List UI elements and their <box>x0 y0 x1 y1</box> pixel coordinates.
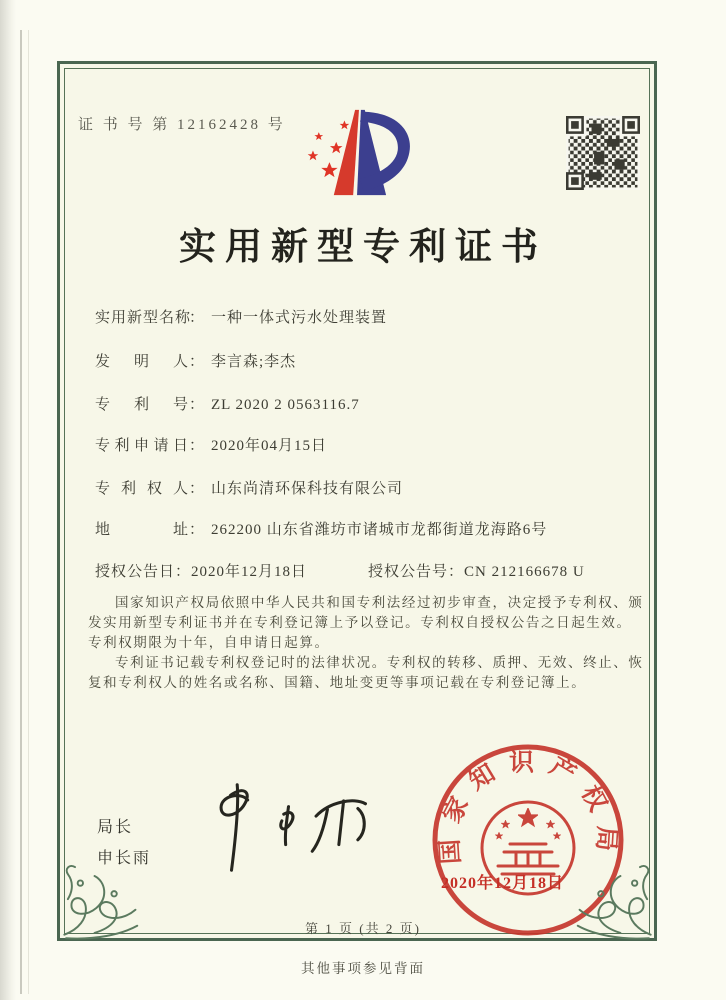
field-value: 山东尚清环保科技有限公司 <box>211 481 404 497</box>
field-value: ZL 2020 2 0563116.7 <box>211 397 360 413</box>
field-value: 一种一体式污水处理装置 <box>211 310 388 326</box>
director-name: 申长雨 <box>97 850 152 867</box>
director-signature <box>196 780 381 875</box>
certificate-title: 实用新型专利证书 <box>179 227 547 268</box>
field-value: 李言森;李杰 <box>211 354 297 370</box>
field-address <box>95 518 547 539</box>
legal-paragraph-1: 国家知识产权局依照中华人民共和国专利法经过初步审查，决定授予专利权、颁发实用新型专利证书并在专利登记簿上予以登记。专利权自授权公告之日起生效。专利权期限为十年，自申请日起算。 <box>88 595 644 650</box>
field-utility-model-name <box>95 306 387 327</box>
seal-date: 2020年12月18日 <box>441 875 565 892</box>
legal-text-block <box>88 593 644 693</box>
field-label: 发明人 <box>95 354 189 370</box>
logo-wedge-red <box>334 110 359 195</box>
field-label: 专利权人 <box>95 481 189 497</box>
field-value: 2020年04月15日 <box>211 438 328 454</box>
seal-text: 国家知识产权局 <box>436 749 620 865</box>
certificate-number: 证 书 号 第 12162428 号 <box>78 117 286 133</box>
field-application-date <box>95 434 327 455</box>
grant-date-label: 授权公告日 <box>95 564 176 580</box>
svg-text:国家知识产权局 <box>435 748 621 865</box>
grant-number-value: CN 212166678 U <box>464 564 585 580</box>
grant-date-colon: ： <box>175 564 192 580</box>
director-title: 局长 <box>97 819 134 836</box>
grant-row <box>95 560 585 581</box>
qr-code <box>566 116 640 190</box>
legal-paragraph-2: 专利证书记载专利权登记时的法律状况。专利权的转移、质押、无效、终止、恢复和专利权人的姓名或名称、国籍、地址变更等事项记载在专利登记簿上。 <box>88 655 644 690</box>
field-label: 专利申请日 <box>95 438 189 454</box>
cnipa-logo <box>298 106 418 198</box>
field-colon: ： <box>189 397 206 413</box>
page-number: 第 1 页 (共 2 页) <box>305 921 421 936</box>
field-label: 专利号 <box>95 397 189 413</box>
field-colon: ： <box>189 522 206 538</box>
back-side-note: 其他事项参见背面 <box>301 961 425 976</box>
field-patentee <box>95 477 403 498</box>
field-patent-number <box>95 393 360 414</box>
grant-number-pair <box>368 560 585 581</box>
scan-page-edge <box>20 30 29 994</box>
field-label: 实用新型名称 <box>95 310 192 326</box>
field-colon: ： <box>189 310 206 326</box>
field-value: 262200 山东省潍坊市诸城市龙都街道龙海路6号 <box>211 522 548 538</box>
grant-date-value: 2020年12月18日 <box>191 564 308 580</box>
field-colon: ： <box>189 354 206 370</box>
grant-number-label: 授权公告号 <box>368 564 449 580</box>
field-inventor <box>95 350 296 371</box>
grant-number-colon: ： <box>448 564 465 580</box>
field-colon: ： <box>189 438 206 454</box>
field-label: 地址 <box>95 522 189 538</box>
field-colon: ： <box>189 481 206 497</box>
